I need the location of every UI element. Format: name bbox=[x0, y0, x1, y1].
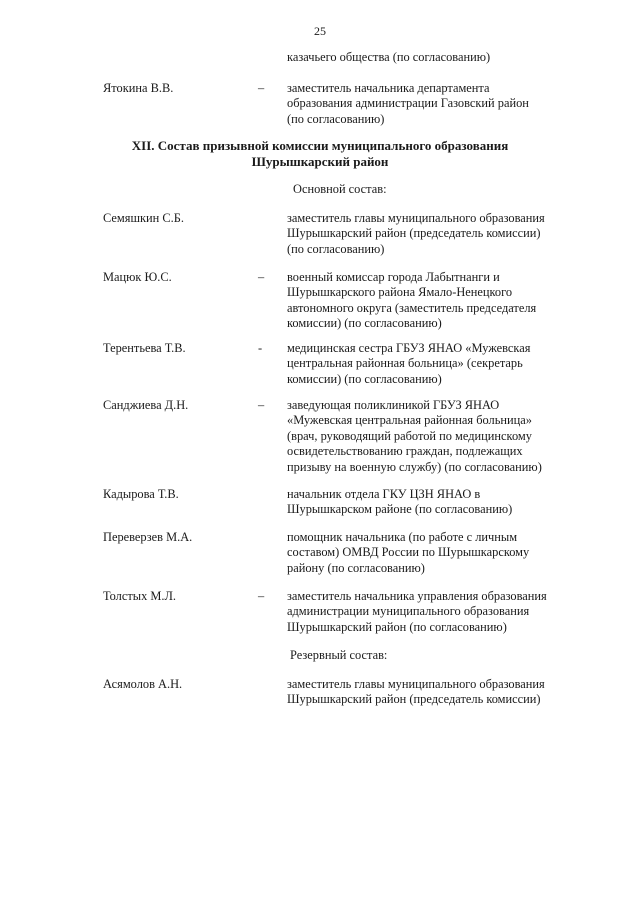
member-role: начальник отдела ГКУ ЦЗН ЯНАО в Шурышкарском районе (по согласованию) bbox=[287, 487, 513, 517]
main-composition-heading: Основной состав: bbox=[293, 182, 387, 196]
entry-dash: – bbox=[258, 81, 265, 95]
page-number: 25 bbox=[314, 24, 326, 38]
member-role: помощник начальника (по работе с личным составом) ОМВД России по Шурышкарскому району (по согласованию) bbox=[287, 530, 530, 575]
entry-dash: – bbox=[258, 398, 265, 412]
entry-dash: - bbox=[258, 341, 263, 355]
entry-dash: – bbox=[258, 589, 265, 603]
section-title: XII. Состав призывной комиссии муниципального образования Шурышкарский район bbox=[131, 138, 509, 169]
member-name: Переверзев М.А. bbox=[103, 530, 193, 544]
continuation-text: казачьего общества (по согласованию) bbox=[287, 50, 491, 64]
member-role: заместитель главы муниципального образования Шурышкарский район (председатель комиссии) bbox=[287, 677, 545, 707]
member-name: Терентьева Т.В. bbox=[103, 341, 186, 355]
member-role: заместитель начальника департамента образования администрации Газовский район (по согласованию) bbox=[287, 81, 529, 126]
member-role: заместитель главы муниципального образования Шурышкарский район (председатель комиссии) (по согласованию) bbox=[287, 211, 545, 256]
member-role: медицинская сестра ГБУЗ ЯНАО «Мужевская центральная районная больница» (секретарь комиссии) (по согласованию) bbox=[287, 341, 531, 386]
member-name: Семяшкин С.Б. bbox=[103, 211, 184, 225]
member-name: Санджиева Д.Н. bbox=[103, 398, 189, 412]
member-role: заведующая поликлиникой ГБУЗ ЯНАО «Мужевская центральная районная больница» (врач, руководящий работой по медицинскому освидетельствованию граждан, подлежащих призыву на военную службу) (по согласованию) bbox=[287, 398, 542, 474]
reserve-composition-heading: Резервный состав: bbox=[290, 648, 388, 662]
member-name: Ятокина В.В. bbox=[103, 81, 174, 95]
member-name: Кадырова Т.В. bbox=[103, 487, 179, 501]
member-name: Толстых М.Л. bbox=[103, 589, 176, 603]
entry-dash: – bbox=[258, 270, 265, 284]
member-role: военный комиссар города Лабытнанги и Шурышкарского района Ямало-Ненецкого автономного округа (заместитель председателя комиссии) (по согласованию) bbox=[287, 270, 537, 331]
member-role: заместитель начальника управления образования администрации муниципального образования Шурышкарский район (по согласованию) bbox=[287, 589, 547, 634]
member-name: Асямолов А.Н. bbox=[103, 677, 183, 691]
member-name: Мацюк Ю.С. bbox=[103, 270, 172, 284]
